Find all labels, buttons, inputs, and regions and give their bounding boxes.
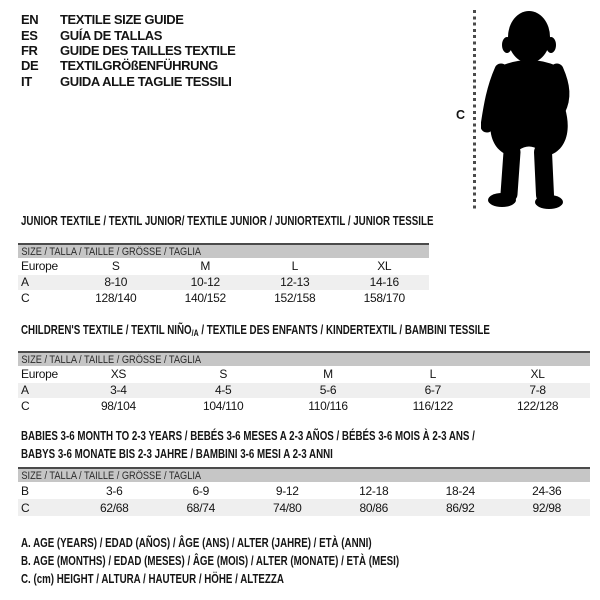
height-cell: 62/68	[99, 500, 129, 515]
height-cell: 104/110	[203, 398, 244, 413]
language-row-en	[21, 12, 235, 27]
language-code: FR	[21, 42, 38, 58]
size-cell: M	[323, 367, 333, 382]
section-title-children	[21, 323, 490, 338]
height-cell: 140/152	[184, 290, 226, 305]
age-cell: 18-24	[445, 483, 475, 498]
section-title-line: BABIES 3-6 MONTH TO 2-3 YEARS / BEBÉS 3-6 MESES A 2-3 AÑOS / BÉBÉS 3-6 MOIS À 2-3 ANS /	[21, 429, 475, 443]
row-label: C	[21, 500, 30, 515]
size-cell: S	[111, 259, 120, 274]
height-cell: 158/170	[363, 290, 405, 305]
age-cell: 4-5	[214, 383, 232, 398]
row-label: C	[21, 290, 30, 305]
language-title: GUIDA ALLE TAGLIE TESSILI	[60, 73, 232, 89]
age-cell: 8-10	[104, 275, 128, 290]
height-cell: 128/140	[95, 290, 137, 305]
row-label: Europe	[21, 259, 58, 274]
language-row-it	[21, 74, 235, 89]
height-cell: 80/86	[359, 500, 389, 515]
section-title-part: CHILDREN'S TEXTILE / TEXTIL NIÑO	[21, 323, 192, 337]
language-code: ES	[21, 27, 38, 43]
size-cell: XL	[377, 259, 392, 274]
table-row-europe	[18, 366, 590, 383]
language-title: GUÍA DE TALLAS	[60, 27, 163, 43]
size-header-label: SIZE / TALLA / TAILLE / GRÖSSE / TAGLIA	[21, 469, 202, 482]
table-row-europe	[18, 258, 429, 275]
size-cell: L	[429, 367, 436, 382]
language-row-es	[21, 27, 235, 42]
babies-size-table	[18, 467, 590, 516]
section-title-part: / TEXTILE DES ENFANTS / KINDERTEXTIL / BAMBINI TESSILE	[198, 323, 490, 337]
size-header-bar	[18, 351, 590, 366]
language-code: EN	[21, 12, 39, 28]
size-cell: L	[291, 259, 298, 274]
junior-size-table	[18, 243, 429, 305]
language-row-fr	[21, 43, 235, 58]
height-cell: 68/74	[186, 500, 216, 515]
language-title: TEXTILGRÖßENFÜHRUNG	[60, 58, 218, 74]
row-label: Europe	[21, 367, 58, 382]
height-cell: 116/122	[412, 398, 453, 413]
table-row-age-months	[18, 482, 590, 499]
language-row-de	[21, 58, 235, 73]
height-measure-label: C	[456, 108, 466, 122]
age-cell: 3-4	[110, 383, 127, 398]
height-cell: 98/104	[100, 398, 136, 413]
language-title: TEXTILE SIZE GUIDE	[60, 12, 184, 28]
row-label: A	[21, 275, 29, 290]
language-title: GUIDE DES TAILLES TEXTILE	[60, 42, 236, 58]
language-code: DE	[21, 58, 39, 74]
language-code: IT	[21, 73, 32, 89]
footnote-age-years: A. AGE (YEARS) / EDAD (AÑOS) / ÂGE (ANS) / ALTER (JAHRE) / ETÀ (ANNI)	[21, 536, 372, 550]
table-row-height	[18, 290, 429, 305]
size-header-bar	[18, 243, 429, 258]
height-cell: 86/92	[445, 500, 475, 515]
size-header-label: SIZE / TALLA / TAILLE / GRÖSSE / TAGLIA	[21, 353, 202, 366]
size-cell: M	[200, 259, 211, 274]
height-cell: 122/128	[516, 398, 559, 413]
age-cell: 12-18	[359, 483, 389, 498]
age-cell: 7-8	[529, 383, 546, 398]
age-cell: 12-13	[280, 275, 310, 290]
language-title-list	[21, 12, 235, 89]
height-cell: 92/98	[532, 500, 562, 515]
age-cell: 10-12	[190, 275, 220, 290]
size-header-bar	[18, 467, 590, 482]
table-row-age	[18, 275, 429, 290]
row-label: B	[21, 483, 29, 498]
baby-silhouette-icon	[481, 4, 581, 214]
row-label: A	[21, 383, 29, 398]
size-cell: XL	[530, 367, 545, 382]
age-cell: 5-6	[319, 383, 337, 398]
age-cell: 3-6	[106, 483, 123, 498]
table-row-age	[18, 383, 590, 398]
age-cell: 6-9	[192, 483, 209, 498]
height-cell: 110/116	[308, 398, 348, 413]
section-title-subscript: /A	[191, 328, 199, 338]
age-cell: 14-16	[369, 275, 399, 290]
size-header-label: SIZE / TALLA / TAILLE / GRÖSSE / TAGLIA	[21, 245, 202, 258]
section-title-junior: JUNIOR TEXTILE / TEXTIL JUNIOR/ TEXTILE JUNIOR / JUNIORTEXTIL / JUNIOR TESSILE	[21, 214, 434, 228]
age-cell: 6-7	[424, 383, 442, 398]
footnote-age-months: B. AGE (MONTHS) / EDAD (MESES) / ÂGE (MOIS) / ALTER (MONATE) / ETÀ (MESI)	[21, 554, 400, 568]
footnote-height: C. (cm) HEIGHT / ALTURA / HAUTEUR / HÖHE / ALTEZZA	[21, 572, 284, 586]
section-title-line: BABYS 3-6 MONATE BIS 2-3 JAHRE / BAMBINI 3-6 MESI A 2-3 ANNI	[21, 446, 333, 461]
age-cell: 9-12	[275, 483, 299, 498]
height-cell: 74/80	[272, 500, 302, 515]
age-cell: 24-36	[532, 483, 562, 498]
size-cell: S	[219, 367, 228, 382]
table-row-height	[18, 398, 590, 413]
height-dashed-line	[473, 10, 476, 211]
section-title-babies	[21, 428, 475, 463]
height-cell: 152/158	[274, 290, 316, 305]
size-cell: XS	[110, 367, 127, 382]
row-label: C	[21, 398, 30, 413]
footnote-legend	[21, 536, 506, 590]
children-size-table	[18, 351, 590, 413]
table-row-height	[18, 499, 590, 516]
